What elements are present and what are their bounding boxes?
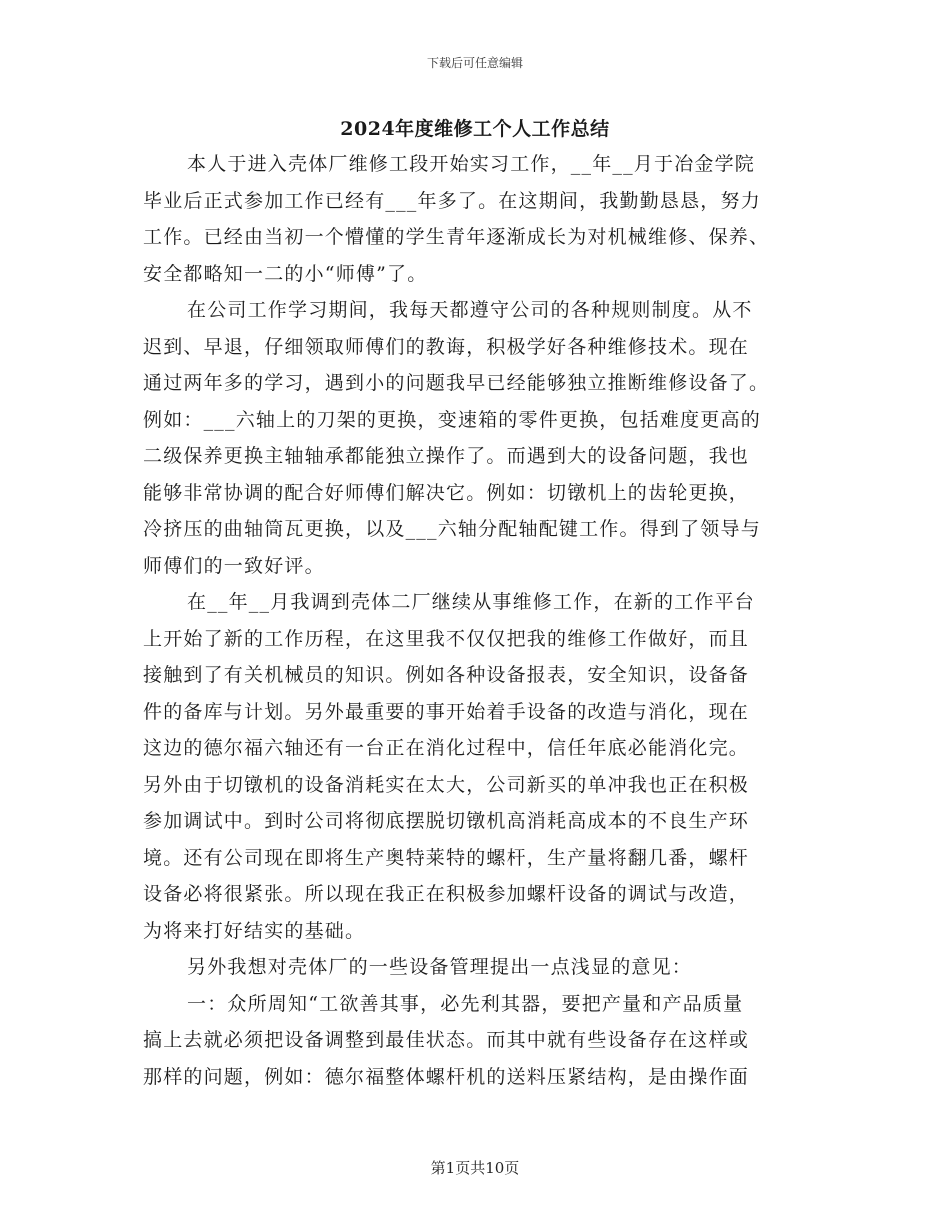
body-line: 在__年__月我调到壳体二厂继续从事维修工作，在新的工作平台 xyxy=(187,591,756,613)
body-line: 师傅们的一致好评。 xyxy=(143,554,325,577)
body-line: 工作。已经由当初一个懵懂的学生青年逐渐成长为对机械维修、保养、 xyxy=(143,226,770,248)
body-line: 冷挤压的曲轴筒瓦更换，以及___六轴分配轴配键工作。得到了领导与 xyxy=(143,518,761,540)
body-line: 一：众所周知“工欲善其事，必先利其器，要把产量和产品质量 xyxy=(187,992,744,1015)
body-line: 在公司工作学习期间，我每天都遵守公司的各种规则制度。从不 xyxy=(187,299,753,321)
body-line: 接触到了有关机械员的知识。例如各种设备报表，安全知识，设备备 xyxy=(143,664,750,686)
body-line: 那样的问题，例如：德尔福整体螺杆机的送料压紧结构，是由操作面 xyxy=(143,1065,750,1088)
body-line: 设备必将很紧张。所以现在我正在积极参加螺杆设备的调试与改造， xyxy=(143,883,750,905)
body-line: 本人于进入壳体厂维修工段开始实习工作，__年__月于冶金学院 xyxy=(187,153,756,175)
body-line: 为将来打好结实的基础。 xyxy=(143,919,366,942)
document-title: 2024年度维修工个人工作总结 xyxy=(340,118,610,140)
body-line: 迟到、早退，仔细领取师傅们的教诲，积极学好各种维修技术。现在 xyxy=(143,335,750,358)
body-line: 境。还有公司现在即将生产奥特莱特的螺杆，生产量将翻几番，螺杆 xyxy=(143,846,750,869)
body-line: 毕业后正式参加工作已经有___年多了。在这期间，我勤勤恳恳，努力 xyxy=(143,189,761,212)
document-body xyxy=(143,146,803,1095)
body-line: 另外由于切镦机的设备消耗实在太大，公司新买的单冲我也正在积极 xyxy=(143,773,750,796)
body-line: 上开始了新的工作历程，在这里我不仅仅把我的维修工作做好，而且 xyxy=(143,627,750,650)
body-line: 能够非常协调的配合好师傅们解决它。例如：切镦机上的齿轮更换， xyxy=(143,481,750,504)
header-note: 下载后可任意编辑 xyxy=(426,56,523,70)
page-footer: 第1页共10页 xyxy=(430,1159,520,1177)
body-line: 另外我想对壳体厂的一些设备管理提出一点浅显的意见： xyxy=(187,956,693,978)
body-line: 安全都略知一二的小“师傅”了。 xyxy=(143,262,428,285)
body-line: 这边的德尔福六轴还有一台正在消化过程中，信任年底必能消化完。 xyxy=(143,737,750,759)
body-line: 例如：___六轴上的刀架的更换，变速箱的零件更换，包括难度更高的 xyxy=(143,408,761,431)
body-line: 件的备库与计划。另外最重要的事开始着手设备的改造与消化，现在 xyxy=(143,700,750,723)
body-line: 二级保养更换主轴轴承都能独立操作了。而遇到大的设备问题，我也 xyxy=(143,445,750,467)
body-line: 搞上去就必须把设备调整到最佳状态。而其中就有些设备存在这样或 xyxy=(143,1029,750,1051)
body-line: 通过两年多的学习，遇到小的问题我早已经能够独立推断维修设备了。 xyxy=(143,372,770,394)
body-line: 参加调试中。到时公司将彻底摆脱切镦机高消耗高成本的不良生产环 xyxy=(143,810,750,832)
